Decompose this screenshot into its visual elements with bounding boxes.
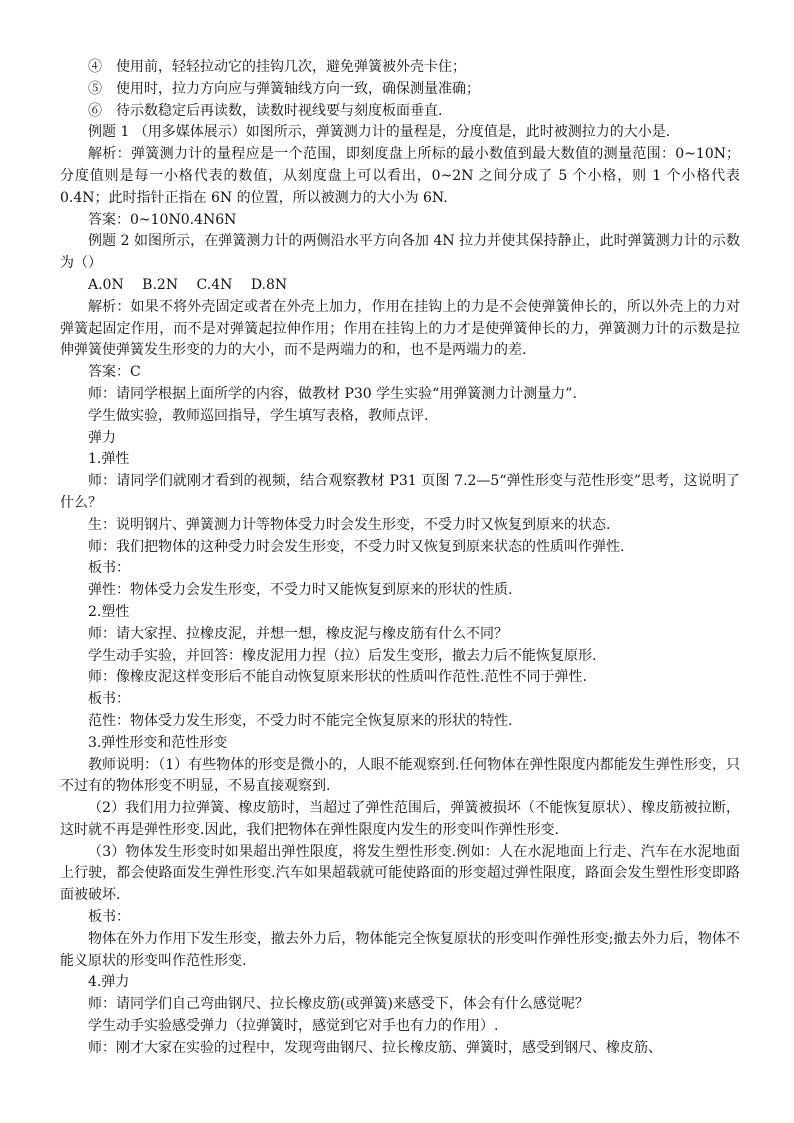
- text-line: 教师说明：（1）有些物体的形变是微小的，人眼不能观察到.任何物体在弹性限度内都能发生弹性形变，只不过有的物体形变不明显，不易直接观察到.: [60, 756, 740, 795]
- text-line: 板书：: [88, 691, 130, 708]
- option-b: B.2N: [142, 276, 179, 293]
- text-line: ⑤ 使用时，拉力方向应与弹簧轴线方向一致，确保测量准确；: [88, 80, 480, 97]
- text-line: 师：请大家捏、拉橡皮泥，并想一想，橡皮泥与橡皮筋有什么不同？: [88, 625, 508, 642]
- subsection-heading: 2.塑性: [88, 603, 130, 620]
- text-line: ⑥ 待示数稳定后再读数，读数时视线要与刻度板面垂直.: [88, 102, 443, 119]
- example-1-question: 例题 1 （用多媒体展示）如图所示，弹簧测力计的量程是，分度值是，此时被测拉力的大小是.: [88, 124, 671, 141]
- text-line: 范性：物体受力发生形变，不受力时不能完全恢复原来的形状的特性.: [88, 712, 513, 729]
- example-2-answer: 答案：C: [88, 364, 141, 381]
- section-heading: 弹力: [88, 429, 116, 446]
- text-line: 师：请同学根据上面所学的内容，做教材 P30 学生实验“用弹簧测力计测量力”.: [88, 385, 577, 402]
- text-line: 学生动手实验感受弹力（拉弹簧时，感觉到它对手也有力的作用）.: [88, 1018, 499, 1035]
- option-c: C.4N: [196, 276, 233, 293]
- example-2-options: [60, 275, 740, 297]
- example-2-analysis: 解析：如果不将外壳固定或者在外壳上加力，作用在挂钩上的力是不会使弹簧伸长的，所以外壳上的力对弹簧起固定作用，而不是对弹簧起拉伸作用；作用在挂钩上的力才是使弹簧伸长的力，弹簧测力计的示数是拉伸弹簧使弹簧发生形变的力的大小，而不是两端力的和，也不是两端力的差.: [60, 298, 740, 359]
- example-1-answer: 答案：0~10N0.4N6N: [88, 211, 237, 228]
- subsection-heading: 3.弹性形变和范性形变: [88, 734, 228, 751]
- text-line: 物体在外力作用下发生形变，撤去外力后，物体能完全恢复原状的形变叫作弹性形变;撤去外力后，物体不能义原状的形变叫作范性形变.: [60, 930, 740, 969]
- document-page: [60, 57, 740, 1060]
- subsection-heading: 4.弹力: [88, 974, 130, 991]
- text-line: 学生动手实验，并回答：橡皮泥用力捏（拉）后发生变形，撤去力后不能恢复原形.: [88, 647, 597, 664]
- text-line: ④ 使用前，轻轻拉动它的挂钩几次，避免弹簧被外壳卡住；: [88, 59, 466, 75]
- text-line: 板书：: [88, 560, 130, 577]
- text-line: 师：请同学们就刚才看到的视频，结合观察教材 P31 页图 7.2—5“弹性形变与范性形变”思考，这说明了什么？: [60, 473, 740, 511]
- text-line: 师：像橡皮泥这样变形后不能自动恢复原来形状的性质叫作范性.范性不同于弹性.: [88, 669, 587, 686]
- text-line: 弹性：物体受力会发生形变，不受力时又能恢复到原来的形状的性质.: [88, 582, 513, 599]
- option-d: D.8N: [250, 276, 288, 293]
- text-line: 学生做实验，教师巡回指导，学生填写表格，教师点评.: [88, 407, 429, 424]
- text-line: 生：说明钢片、弹簧测力计等物体受力时会发生形变，不受力时又恢复到原来的状态.: [88, 516, 611, 533]
- example-2-question: 例题 2 如图所示，在弹簧测力计的两侧沿水平方向各加 4N 拉力并使其保持静止，此时弹簧测力计的示数为（）: [60, 233, 740, 272]
- text-line: 板书：: [88, 909, 130, 926]
- text-line: （2）我们用力拉弹簧、橡皮筋时，当超过了弹性范围后，弹簧被损坏（不能恢复原状）、橡皮筋被拉断，这时就不再是弹性形变.因此，我们把物体在弹性限度内发生的形变叫作弹性形变.: [60, 800, 740, 838]
- text-line: （3）物体发生形变时如果超出弹性限度，将发生塑性形变.例如：人在水泥地面上行走、汽车在水泥地面上行驶，都会使路面发生弹性形变.汽车如果超载就可能使路面的形变超过弹性限度，路面会发生塑性形变即路面被破坏.: [60, 843, 740, 904]
- text-line: 师：我们把物体的这种受力时会发生形变，不受力时又恢复到原来状态的性质叫作弹性.: [88, 538, 625, 555]
- text-line: 师：请同学们自己弯曲钢尺、拉长橡皮筋(或弹簧)来感受下，体会有什么感觉呢？: [88, 996, 589, 1013]
- example-1-analysis: 解析：弹簧测力计的量程应是一个范围，即刻度盘上所标的最小数值到最大数值的测量范围：0~10N；分度值则是每一小格代表的数值，从刻度盘上可以看出，0~2N 之间分成了 5 个小格，则 1 个小格代表 0.4N；此时指针正指在 6N 的位置，所以被测力的大小为 6N.: [60, 146, 740, 206]
- subsection-heading: 1.弹性: [88, 451, 130, 468]
- text-line: 师：刚才大家在实验的过程中，发现弯曲钢尺、拉长橡皮筋、弹簧时，感受到钢尺、橡皮筋、: [88, 1039, 662, 1056]
- option-a: A.0N: [88, 276, 124, 293]
